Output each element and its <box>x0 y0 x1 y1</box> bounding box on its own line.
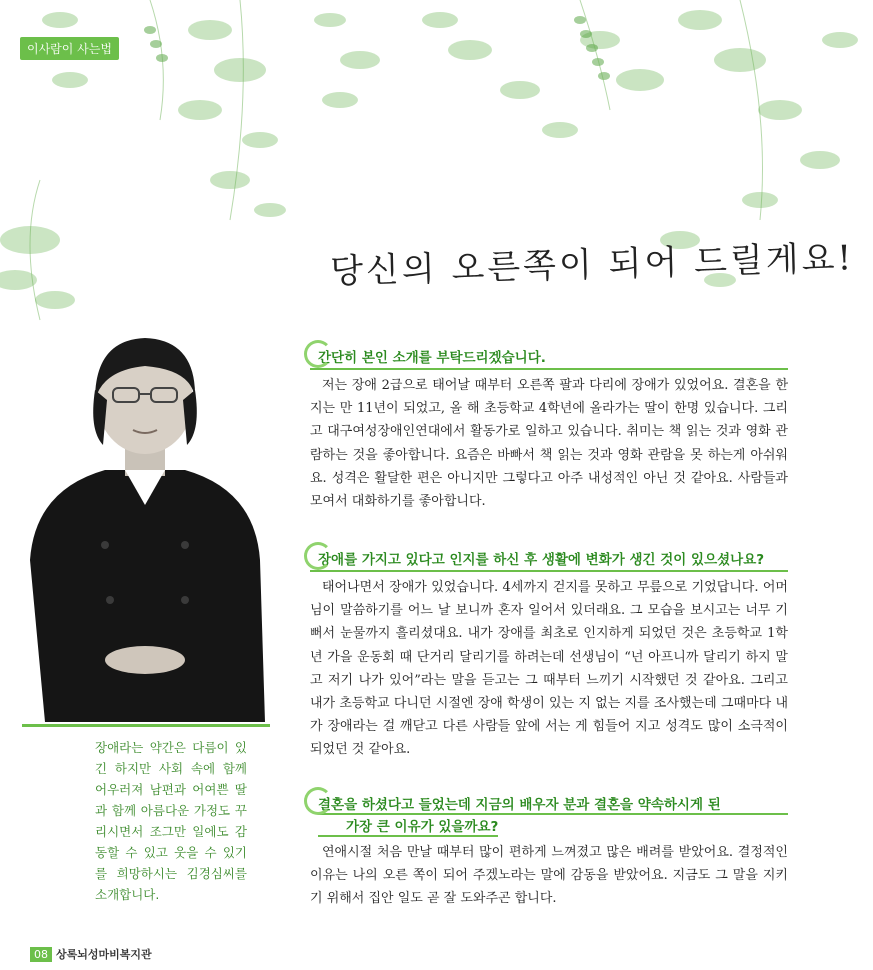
question-heading <box>310 346 788 370</box>
qa-block-2 <box>310 548 788 762</box>
organization-name: 상록뇌성마비복지관 <box>56 948 152 961</box>
page-footer <box>30 946 152 962</box>
answer-text: 저는 장애 2급으로 태어날 때부터 오른쪽 팔과 다리에 장애가 있었어요. 결혼을 한 지는 만 11년이 되었고, 올 해 초등학교 4학년에 올라가는 딸이 한명 있습니다. 그리고 대구여성장애인연대에서 활동가로 일하고 있습니다. 취미는 책 읽는 것과 영화 관람하는 것을 좋아합니다. 요즘은 바빠서 책 읽는 것과 영화 관람을 못 하는게 아쉬워요. 성격은 활달한 편은 아니지만 그렇다고 아주 내성적인 아닌 것 같아요. 사람들과 모여서 대화하기를 좋아합니다. <box>310 378 788 510</box>
photo-caption: 장애라는 약간은 다름이 있긴 하지만 사회 속에 함께 어우러져 남편과 어여쁜 딸과 함께 아름다운 가정도 꾸리시면서 조그만 일에도 감동할 수 있고 웃을 수 있기를 희망하시는 김경심씨를 소개합니다. <box>95 740 247 902</box>
qa-block-3 <box>310 793 788 911</box>
answer-text: 연애시절 처음 만날 때부터 많이 편하게 느껴졌고 많은 배려를 받았어요. 결정적인 이유는 나의 오른 쪽이 되어 주겠노라는 말에 감동을 받았어요. 지금도 그 말을 지키기 위해서 집안 일도 곧 잘 도와주곤 합니다. <box>310 845 788 907</box>
question-text: 장애를 가지고 있다고 인지를 하신 후 생활에 변화가 생긴 것이 있으셨나요? <box>318 552 765 568</box>
question-text: 간단히 본인 소개를 부탁드리겠습니다. <box>318 350 546 366</box>
circle-arc-icon <box>304 787 332 815</box>
question-text-line2: 가장 큰 이유가 있을까요? <box>318 815 498 837</box>
question-heading <box>310 548 788 572</box>
portrait-photo <box>25 330 265 722</box>
question-heading <box>310 793 788 837</box>
section-tag: 이사람이 사는법 <box>20 37 119 60</box>
photo-divider <box>22 724 270 727</box>
circle-arc-icon <box>304 340 332 368</box>
qa-block-1 <box>310 346 788 513</box>
circle-arc-icon <box>304 542 332 570</box>
answer-text: 태어나면서 장애가 있었습니다. 4세까지 걷지를 못하고 무릎으로 기었답니다. 어머님이 말씀하기를 어느 날 보니까 혼자 일어서 있더래요. 그 모습을 보시고는 너무 기뻐서 눈물까지 흘리셨대요. 내가 장애를 최초로 인지하게 되었던 것은 초등학교 1학년 가을 운동회 때 단거리 달리기를 하려는데 선생님이 “넌 아프니까 달리기 하지 말고 저기 나가 있어”라는 말을 듣고는 그 때부터 느끼기 시작했던 것 같아요. 그리고 내가 초등학교 다니던 시절엔 장애 학생이 있는 지 없는 지를 조사했는데 그때마다 내가 장애라는 걸 깨닫고 다른 사람들 앞에 서는 게 힘들어 지고 성격도 많이 소극적이 되었던 것 같아요. <box>310 580 788 758</box>
question-text-line1: 결혼을 하셨다고 들었는데 지금의 배우자 분과 결혼을 약속하시게 된 <box>318 793 788 815</box>
page-title: 당신의 오른쪽이 되어 드릴게요! <box>329 238 855 292</box>
page-number: 08 <box>30 947 52 962</box>
